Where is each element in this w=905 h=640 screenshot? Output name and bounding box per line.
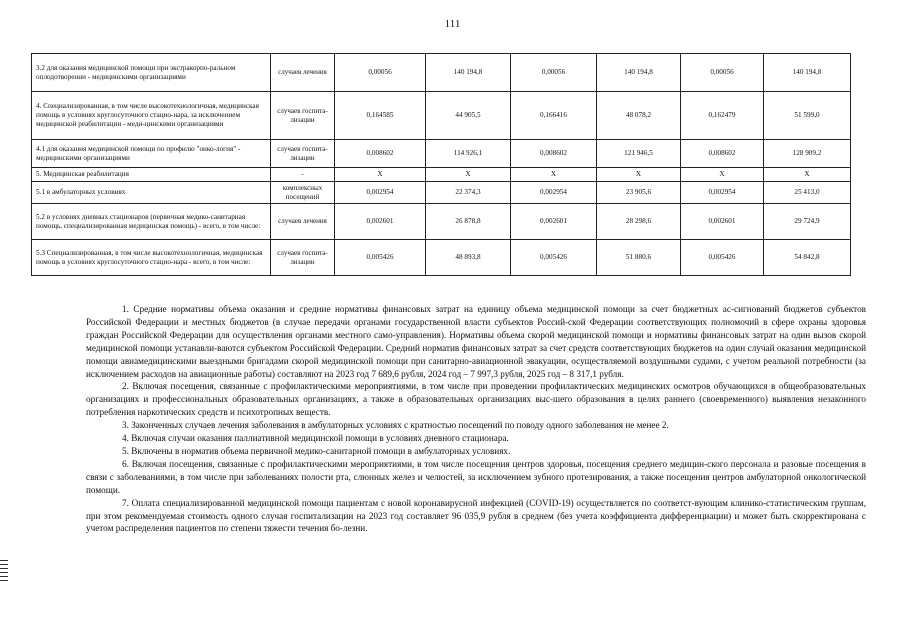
- volume-2025: 0,005426: [681, 240, 764, 276]
- cost-2024: 48 078,2: [597, 92, 681, 140]
- cost-2024: 140 194,8: [597, 54, 681, 92]
- row-unit: случаев госпита-лизации: [271, 92, 335, 140]
- table-row: [32, 92, 851, 140]
- row-name: 3.2 для оказания медицинской помощи при экстракорпо-ральном оплодотворении - медицинскими организациями: [32, 54, 271, 92]
- volume-2023: X: [335, 168, 426, 182]
- cost-2024: X: [597, 168, 681, 182]
- cost-2023: 114 926,1: [426, 140, 511, 168]
- footnote-2: 2. Включая посещения, связанные с профилактическими мероприятиями, в том числе при проведении профилактических медицинских осмотров обучающихся в общеобразовательных организациях и профессиональных образовательных организациях, а также в образовательных организациях выс-шего образования в целях раннего (своевременного) выявления незаконного потребления наркотических средств и психотропных веществ.: [86, 381, 866, 418]
- cost-2023: 22 374,3: [426, 182, 511, 204]
- volume-2025: 0,00056: [681, 54, 764, 92]
- cost-2023: 26 878,8: [426, 204, 511, 240]
- cost-2024: 121 946,5: [597, 140, 681, 168]
- volume-2023: 0,005426: [335, 240, 426, 276]
- volume-2024: 0,00056: [511, 54, 597, 92]
- cost-2023: X: [426, 168, 511, 182]
- row-unit: случаев госпита-лизации: [271, 140, 335, 168]
- footnote-4: 4. Включая случаи оказания паллиативной медицинской помощи в условиях дневного стационара.: [122, 433, 509, 444]
- volume-2025: 0,162479: [681, 92, 764, 140]
- row-name: 4. Специализированная, в том числе высокотехнологичная, медицинская помощь в условиях круглосуточного стацио-нара, за исключением медицинской реабилитации - меди-цинскими организациями: [32, 92, 271, 140]
- footnote-5: 5. Включены в норматив объема первичной медико-санитарной помощи в амбулаторных условиях.: [122, 445, 511, 456]
- row-unit: случаев лечения: [271, 54, 335, 92]
- cost-2025: 128 909,2: [764, 140, 851, 168]
- cost-2024: 51 880,6: [597, 240, 681, 276]
- volume-2023: 0,164585: [335, 92, 426, 140]
- footnotes: [86, 303, 866, 535]
- table-row: [32, 54, 851, 92]
- row-name: 5.1 в амбулаторных условиях: [32, 182, 271, 204]
- volume-2023: 0,008602: [335, 140, 426, 168]
- volume-2023: 0,002601: [335, 204, 426, 240]
- cost-2025: 54 842,8: [764, 240, 851, 276]
- cost-2023: 44 905,5: [426, 92, 511, 140]
- cost-2024: 28 298,6: [597, 204, 681, 240]
- table-row: [32, 240, 851, 276]
- volume-2025: 0,002601: [681, 204, 764, 240]
- table-row: [32, 204, 851, 240]
- volume-2023: 0,002954: [335, 182, 426, 204]
- margin-marks: [0, 560, 8, 584]
- row-name: 5. Медицинская реабилитация: [32, 168, 271, 182]
- volume-2024: 0,002954: [511, 182, 597, 204]
- volume-2024: 0,008602: [511, 140, 597, 168]
- volume-2024: 0,005426: [511, 240, 597, 276]
- row-unit: случаев лечения: [271, 204, 335, 240]
- footnote-1: 1. Средние нормативы объема оказания и средние нормативы финансовых затрат на единицу объема медицинской помощи за счет бюджетных ас-сигнований бюджетов субъектов Российской Федерации и местных бюджетов (в случае передачи органами государственной власти субъектов Россий-ской Федерации соответствующих полномочий в сфере охраны здоровья граждан Российской Федерации для осуществления органами местного само-управления). Нормативы объема скорой медицинской помощи и нормативы финансовых затрат на один вызов скорой медицинской помощи устанавли-ваются субъектом Российской Федерации. Средний норматив финансовых затрат за счет средств соответствующих бюджетов на один случай оказания медицинской помощи авиамедицинскими выездными бригадами скорой медицинской помощи при санитарно-авиационной эвакуации, осуществляемой воздушными судами, с учетом реальной потребности (за исключением расходов на авиационные работы) составляют на 2023 год 7 689,6 рубля, 2024 год – 7 997,3 рубля, 2025 год – 8 317,1 рубля.: [86, 304, 866, 379]
- volume-2025: 0,008602: [681, 140, 764, 168]
- footnote-3: 3. Законченных случаев лечения заболевания в амбулаторных условиях с кратностью посещений по поводу одного заболевания не менее 2.: [122, 420, 669, 431]
- row-name: 5.2 в условиях дневных стационаров (первичная медико-санитарная помощь, специализированная медицинская помощь) - всего, в том числе:: [32, 204, 271, 240]
- table-row: [32, 182, 851, 204]
- footnote-6: 6. Включая посещения, связанные с профилактическими мероприятиями, в том числе посещения центров здоровья, посещения среднего медицин-ского персонала и разовые посещения в связи с заболеваниями, в том числе при заболеваниях полости рта, слюнных желез и челюстей, за исключением зубного протезирования, а также посещения центров амбулаторной онкологической помощи.: [86, 458, 866, 495]
- table-row: [32, 168, 851, 182]
- normatives-table: [31, 53, 851, 276]
- row-unit: комплексных посещений: [271, 182, 335, 204]
- page-number: 111: [444, 18, 461, 30]
- cost-2025: X: [764, 168, 851, 182]
- cost-2025: 29 724,9: [764, 204, 851, 240]
- volume-2024: 0,166416: [511, 92, 597, 140]
- footnote-7: 7. Оплата специализированной медицинской помощи пациентам с новой коронавирусной инфекцией (COVID-19) осуществляется по соответст-вующим клинико-статистическим группам, при этом рекомендуемая стоимость одного случая госпитализации на 2023 год составляет 96 035,9 рубля в среднем (без учета коэффициента дифференциации) и может быть скорректирована с учетом распределения пациентов по степени тяжести течения бо-лезни.: [86, 497, 866, 534]
- row-name: 4.1 для оказания медицинской помощи по профилю "онко-логия" - медицинскими организациями: [32, 140, 271, 168]
- volume-2025: 0,002954: [681, 182, 764, 204]
- table-row: [32, 140, 851, 168]
- cost-2025: 51 599,0: [764, 92, 851, 140]
- cost-2024: 23 905,6: [597, 182, 681, 204]
- cost-2025: 140 194,8: [764, 54, 851, 92]
- volume-2024: 0,002601: [511, 204, 597, 240]
- volume-2024: X: [511, 168, 597, 182]
- volume-2025: X: [681, 168, 764, 182]
- cost-2023: 140 194,8: [426, 54, 511, 92]
- cost-2025: 25 413,0: [764, 182, 851, 204]
- row-name: 5.3 Специализированная, в том числе высокотехнологичная, медицинская помощь в условиях круглосуточного стацио-нара - всего, в том числе:: [32, 240, 271, 276]
- row-unit: случаев госпита-лизации: [271, 240, 335, 276]
- volume-2023: 0,00056: [335, 54, 426, 92]
- row-unit: -: [271, 168, 335, 182]
- cost-2023: 48 893,8: [426, 240, 511, 276]
